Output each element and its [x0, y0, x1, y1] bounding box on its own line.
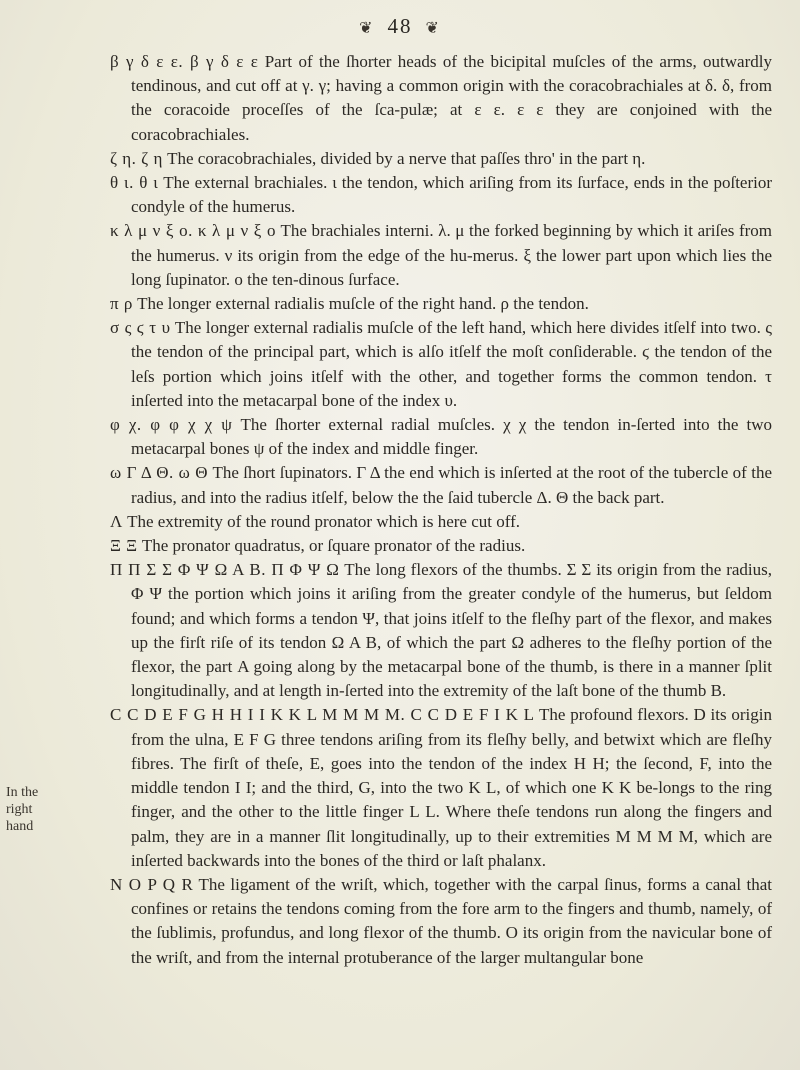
- paragraph: [110, 147, 772, 171]
- paragraph-text: The longer external radialis muſcle of the right hand. ρ the tendon.: [137, 294, 589, 314]
- paragraph: [110, 413, 772, 461]
- paragraph-label: π ρ: [110, 294, 133, 314]
- paragraph-label: ζ η. ζ η: [110, 148, 163, 168]
- paragraph-text: Part of the ſhorter heads of the bicipital muſcles of the arms, outwardly tendinous, and cut off at γ. γ; having a common origin with the coracobrachiales at δ. δ, from the coracoide proceſſes of the ſca-pulæ; at ε ε. ε ε they are conjoined with the coracobrachiales.: [131, 52, 772, 144]
- margin-note-line: right: [6, 802, 33, 817]
- paragraph-text: The pronator quadratus, or ſquare pronator of the radius.: [141, 536, 526, 556]
- paragraph-text: The ſhorter external radial muſcles. χ χ the tendon in-ſerted into the two metacarpal bones ψ of the index and middle finger.: [131, 415, 772, 459]
- paragraph: [110, 534, 772, 558]
- paragraph-text: The extremity of the round pronator which is here cut off.: [127, 511, 521, 531]
- paragraph-text: The longer external radialis muſcle of the left hand, which here divides itſelf into two. ς the tendon of the principal part, which is alſo itſelf the moſt conſiderable. ϛ the tendon of the leſs portion which joins itſelf with the other, and together forms the common tendon. τ inſerted into the metacarpal bone of the index υ.: [131, 318, 772, 410]
- ornament-left-icon: ❦: [359, 20, 375, 37]
- paragraph-text: The ligament of the wriſt, which, together with the carpal ſinus, forms a canal that confines or retains the tendons coming from the fore arm to the fingers and thumb, namely, of the ſublimis, profundus, and long flexor of the thumb. O its origin from the navicular bone of the wriſt, and from the internal protuberance of the larger multangular bone: [131, 874, 773, 967]
- page-body: [110, 50, 772, 970]
- paragraph-label: Ξ Ξ: [110, 536, 138, 556]
- paragraph-text: The ſhort ſupinators. Γ Δ the end which is inſerted at the root of the tubercle of the radius, and into the radius itſelf, below the the ſaid tubercle Δ. Θ the back part.: [131, 463, 773, 507]
- ornament-right-icon: ❦: [425, 20, 441, 37]
- paragraph-label: φ χ. φ φ χ χ ψ: [110, 415, 233, 435]
- paragraph: [110, 292, 772, 316]
- margin-note-line: hand: [6, 819, 34, 834]
- paragraph-label: N O P Q R: [110, 874, 194, 894]
- paragraph-label: β γ δ ε ε. β γ δ ε ε: [110, 52, 259, 71]
- paragraph: [110, 50, 772, 147]
- paragraph: [110, 703, 772, 872]
- paragraph-text: The profound flexors. D its origin from the ulna, E F G three tendons ariſing from its fleſhy belly, and betwixt which are fleſhy fibres. The firſt of theſe, E, goes into the tendon of the index H H; the ſecond, F, into the middle tendon I I; and the third, G, into the two K L, of which one K K be-longs to the ring finger, and the other to the little finger L L. Where theſe tendons run along the fingers and palm, they are in a manner ſlit longitudinally, up to their extremities M M M M, which are inſerted backwards into the bones of the third or laſt phalanx.: [131, 705, 772, 870]
- paragraph: [110, 219, 772, 292]
- paragraph-label: θ ι. θ ι: [110, 173, 159, 193]
- paragraph-label: C C D E F G H H I I K K L M M M M. C C D E F I K L: [110, 705, 535, 725]
- paragraph: [110, 461, 772, 509]
- margin-note: [6, 784, 76, 835]
- paragraph-label: σ ς ϛ τ υ: [110, 318, 171, 338]
- paragraph: [110, 510, 772, 534]
- paragraph-text: The brachiales interni. λ. μ the forked beginning by which it ariſes from the humerus. ν its origin from the edge of the hu-merus. ξ the lower part upon which lies the long ſupinator. ο the ten-dinous ſurface.: [131, 221, 772, 289]
- page-header: [0, 14, 800, 39]
- paragraph-text: The long flexors of the thumbs. Σ Σ its origin from the radius, Φ Ψ the portion which joins it ariſing from the greater condyle of the humerus, but ſeldom found; and which forms a tendon Ψ, that joins itſelf to the fleſhy part of the flexor, and makes up the firſt riſe of its tendon Ω Α Β, of which the part Ω adheres to the fleſhy portion of the flexor, the part Α going along by the metacarpal bone of the thumb, is there in a manner ſplit longitudinally, and at length in-ſerted into the extremity of the laſt bone of the thumb Β.: [131, 560, 772, 701]
- margin-note-line: In the: [6, 785, 39, 800]
- paragraph-label: Λ: [110, 511, 123, 531]
- paragraph-label: ω Γ Δ Θ. ω Θ: [110, 463, 209, 483]
- paragraph-text: The coracobrachiales, divided by a nerve that paſſes thro' in the part η.: [167, 148, 646, 168]
- paragraph: [110, 558, 772, 703]
- paragraph: [110, 873, 772, 970]
- paragraph: [110, 316, 772, 413]
- paragraph-label: κ λ μ ν ξ ο. κ λ μ ν ξ ο: [110, 221, 276, 241]
- paragraph: [110, 171, 772, 219]
- paragraph-text: The external brachiales. ι the tendon, which ariſing from its ſurface, ends in the poſterior condyle of the humerus.: [131, 173, 773, 217]
- paragraph-label: Π Π Σ Σ Φ Ψ Ω Α Β. Π Φ Ψ Ω: [110, 560, 340, 580]
- page-number: 48: [387, 14, 413, 38]
